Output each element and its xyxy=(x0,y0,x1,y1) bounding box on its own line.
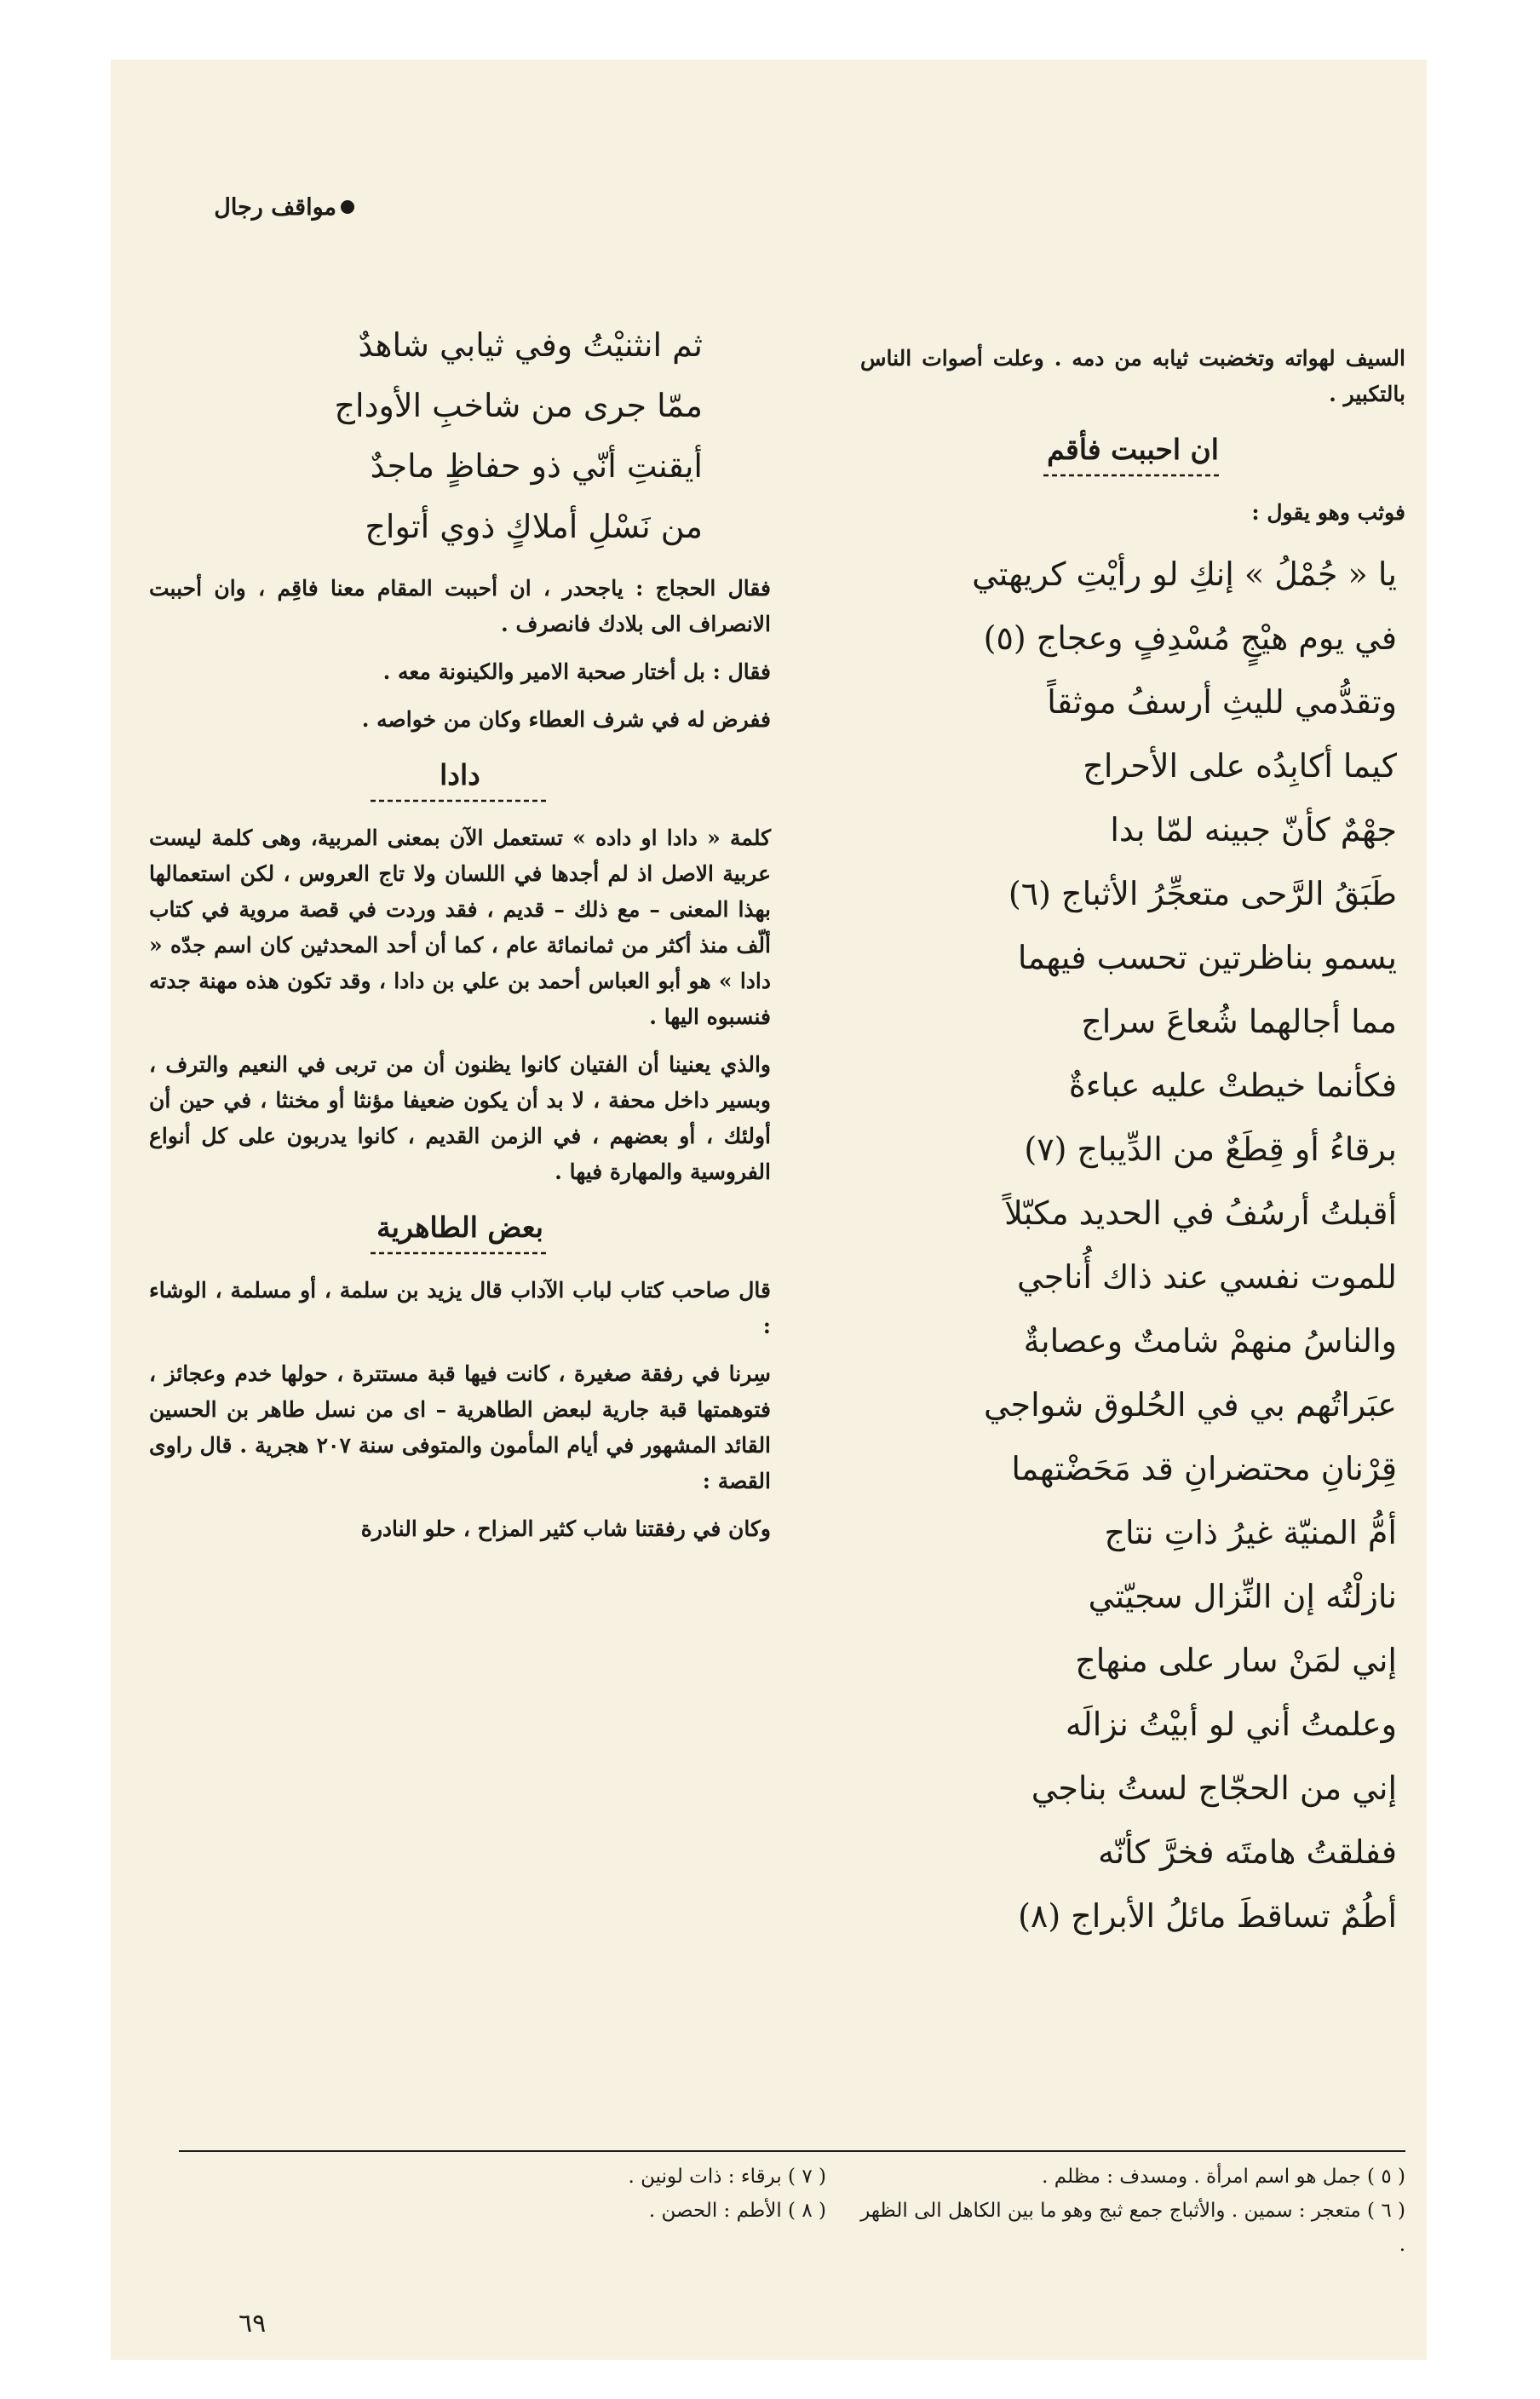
footnote: ( ٥ ) جمل هو اسم امرأة . ومسدف : مظلم . xyxy=(1042,2166,1405,2188)
footnotes-right xyxy=(860,2160,1405,2262)
paragraph: ففرض له في شرف العطاء وكان من خواصه . xyxy=(361,707,771,732)
verse-line: ففلقتُ هامتَه فخرَّ كأنّه xyxy=(1098,1833,1397,1871)
verse-line: والناسُ منهمْ شامتٌ وعصابةٌ xyxy=(1023,1322,1397,1360)
lead-line: فوثب وهو يقول : xyxy=(1251,500,1405,525)
paragraph: سِرنا في رفقة صغيرة ، كانت فيها قبة مستترة ، حولها خدم وعجائز ، فتوهمتها قبة جارية لبعض الطاهرية – اى من نسل طاهر بن الحسين القائد المشهور في أيام المأمون والمتوفى سنة ٢٠٧ هجرية . قال راوى القصة : xyxy=(149,1361,772,1493)
verse-line: مما أجالهما شُعاعَ سراج xyxy=(1081,1003,1397,1040)
paragraph: والذي يعنينا أن الفتيان كانوا يظنون أن من تربى في النعيم والترف ، وبسير داخل محفة ، لا بد أن يكون ضعيفا مؤنثا أو مخنثا ، في حين أن أولئك ، أو بعضهم ، في الزمن القديم ، كانوا يدربون على كل أنواع الفروسية والمهارة فيها . xyxy=(149,1052,771,1184)
heading-stay: ان احببت فأقم xyxy=(1047,433,1219,466)
verse-line: عبَراتُهم بي في الحُلوق شواجي xyxy=(983,1386,1397,1424)
poem-right xyxy=(860,543,1405,1948)
bullet-icon xyxy=(341,200,354,214)
verse-line: نازلْتُه إن النِّزال سجيّتي xyxy=(1088,1578,1397,1615)
verse-line: إني لمَنْ سار على منهاج xyxy=(1075,1642,1397,1679)
verse-line: يسمو بناظرتين تحسب فيهما xyxy=(1017,939,1397,976)
footnotes-left xyxy=(366,2160,826,2228)
verse-line: فكأنما خيطتْ عليه عباءةٌ xyxy=(1068,1067,1397,1104)
heading-tahiriya: بعض الطاهرية xyxy=(376,1211,543,1244)
intro-paragraph: السيف لهواته وتخضبت ثيابه من دمه . وعلت أصوات الناس بالتكبير . xyxy=(860,346,1405,406)
verse-line: أقبلتُ أرسُفُ في الحديد مكبّلاً xyxy=(1004,1194,1397,1232)
book-page xyxy=(111,60,1427,2360)
verse-line: ثم انثنيْتُ وفي ثيابي شاهدٌ xyxy=(358,326,703,364)
heading-underline xyxy=(1043,475,1222,477)
verse-line: أمُّ المنيّة غيرُ ذاتِ نتاج xyxy=(1104,1514,1397,1551)
verse-line: من نَسْلِ أملاكٍ ذوي أتواج xyxy=(365,508,703,545)
paragraph: قال صاحب كتاب لباب الآداب قال يزيد بن سلمة ، أو مسلمة ، الوشاء : xyxy=(149,1278,771,1338)
verse-line: جهْمٌ كأنّ جبينه لمّا بدا xyxy=(1110,811,1397,849)
page-number: ٦٩ xyxy=(238,2309,267,2339)
heading-underline xyxy=(371,800,549,803)
verse-line: إني من الحجّاج لستُ بناجي xyxy=(1031,1769,1397,1807)
right-column xyxy=(860,341,1405,1948)
footnote: ( ٧ ) برقاء : ذات لونين . xyxy=(628,2166,826,2188)
verse-line: قِرْنانِ محتضرانِ قد مَحَضْتهما xyxy=(1011,1450,1397,1487)
heading-dada: دادا xyxy=(440,758,480,791)
section-label: مواقف رجال xyxy=(214,194,336,221)
verse-line: أيقنتِ أنّي ذو حفاظٍ ماجدٌ xyxy=(370,447,703,485)
footnote: ( ٨ ) الأطم : الحصن . xyxy=(648,2200,826,2222)
verse-line: برقاءُ أو قِطَعٌ من الدِّيباج (٧) xyxy=(1024,1130,1397,1168)
left-column xyxy=(149,315,771,1559)
verse-line: كيما أكابِدُه على الأحراج xyxy=(1083,747,1397,785)
verse-line: للموت نفسي عند ذاك أُناجي xyxy=(1017,1258,1397,1296)
paragraph: فقال : بل أختار صحبة الامير والكينونة معه . xyxy=(382,659,771,684)
paragraph: وكان في رفقتنا شاب كثير المزاح ، حلو النادرة xyxy=(360,1516,771,1541)
verse-line: وعلمتُ أني لو أبيْتُ نزالَه xyxy=(1065,1706,1397,1743)
footnote: ( ٦ ) متعجر : سمين . والأثباج جمع ثبج وهو ما بين الكاهل الى الظهر . xyxy=(860,2200,1405,2256)
paragraph: فقال الحجاج : ياجحدر ، ان أحببت المقام معنا فاقِم ، وان أحببت الانصراف الى بلادك فانصرف . xyxy=(149,576,771,636)
verse-line: وتقدُّمي لليثِ أرسفُ موثقاً xyxy=(1047,683,1397,721)
verse-line: أطُمٌ تساقطَ مائلُ الأبراج (٨) xyxy=(1018,1897,1397,1935)
verse-line: يا « جُمْلُ » إنكِ لو رأيْتِ كريهتي xyxy=(972,555,1397,593)
footnote-divider xyxy=(179,2150,1405,2152)
poem-left xyxy=(149,315,771,557)
verse-line: طَبَقُ الرَّحى متعجِّرُ الأثباج (٦) xyxy=(1008,875,1397,912)
heading-underline xyxy=(371,1252,549,1255)
verse-line: في يوم هيْجٍ مُسْدِفٍ وعجاج (٥) xyxy=(983,619,1397,657)
verse-line: ممّا جرى من شاخبِ الأوداج xyxy=(334,387,703,424)
paragraph: كلمة « دادا او داده » تستعمل الآن بمعنى المربية، وهى كلمة ليست عربية الاصل اذ لم أجدها في اللسان ولا تاج العروس ، لكن استعمالها بهذا المعنى – مع ذلك – قديم ، فقد وردت في قصة مروية في كتاب ألّف منذ أكثر من ثمانمائة عام ، كما أن أحد المحدثين كان اسم جدّه « دادا » هو أبو العباس أحمد بن علي بن دادا ، وقد تكون هذه مهنة جدته فنسبوه اليها . xyxy=(149,826,771,1029)
